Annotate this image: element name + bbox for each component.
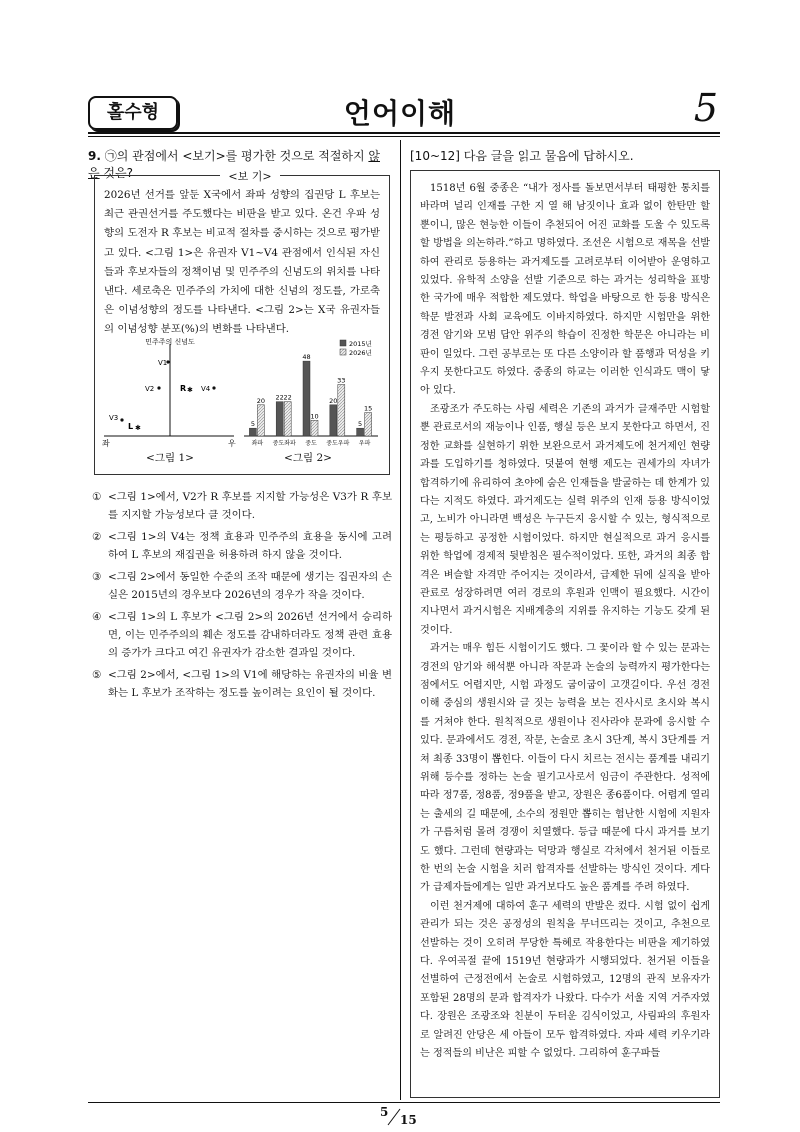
header-rule-thin: [88, 136, 720, 137]
choice-3[interactable]: [92, 568, 392, 604]
chart-bar: [284, 402, 291, 436]
chart-bar: [357, 428, 364, 436]
question-stem-post: 것은?: [99, 166, 133, 180]
choice-number: ⑤: [92, 669, 102, 681]
passage-paragraph-1: 1518년 6월 중종은 “내가 정사를 돌보면서부터 태평한 통치를 바라며 널리 인재를 구한 지 열 해 남짓이나 효과 없이 한탄만 할 뿐이니, 많은 현능한 이들이 추천되어 어진 교화를 도울 수 있도록 할 방법을 의논하라.”하고 명하였다. 조선은 시험으로 재목을 선발하여 관리로 등용하는 과거제도를 고려로부터 이어받아 운영하고 있었다. 유학적 소양을 선발 기준으로 하는 과거는 성리학을 표방한 국가에 매우 적합한 제도였다. 학업을 바탕으로 한 등용 방식은 학문 발전과 사회 교육에도 이바지하였다. 하지만 시험만을 위한 경전 암기와 모범 답안 위주의 학습이 진정한 학문은 아니라는 비판이 일었다. 그런 공부로는 또 다른 소양이라 할 품행과 덕성을 키우지 못한다고도 하였다. 중종의 하교는 이러한 인식과도 맥이 닿아 있다.: [420, 183, 710, 397]
choice-2[interactable]: [92, 528, 392, 564]
bogi-text: 2026년 선거를 앞둔 X국에서 좌파 성향의 집권당 L 후보는 최근 관권선거를 주도했다는 비판을 받고 있다. 온건 우파 성향의 도전자 R 후보는 비교적 절차를 중시하는 것으로 평가받고 있다. <그림 1>은 유권자 V1~V4 관점에서 인식된 자신들과 후보자들의 정책이념 및 민주주의 신념도의 위치를 나타낸다. 세로축은 민주주의 가치에 대한 신념의 정도를, 가로축은 이념성향의 정도를 나타낸다. <그림 2>는 X국 유권자들의 이념성향 분포(%)의 변화를 나타낸다.: [104, 189, 380, 336]
chart-bar: [330, 405, 337, 436]
choice-number: ①: [92, 491, 102, 503]
question-stem-pre: ㉠의 관점에서 <보기>를 평가한 것으로 적절하지: [104, 149, 369, 163]
figure-2-caption: <그림 2>: [284, 452, 332, 464]
figure-1: [100, 336, 238, 448]
chart-tick-label: 우파: [358, 440, 371, 447]
figure-1-point-l: ✱: [135, 424, 141, 432]
chart-legend-label: 2015년: [349, 340, 372, 348]
figure-1-x-left-label: 좌: [102, 439, 110, 448]
chart-data-label: 5: [358, 420, 363, 429]
figure-1-point-v2: [157, 386, 160, 389]
choice-text: <그림 1>에서, V2가 R 후보를 지지할 가능성은 V3가 R 후보를 지지할 가능성보다 클 것이다.: [108, 491, 392, 521]
figure-1-caption: <그림 1>: [146, 452, 194, 464]
chart-data-label: 22: [283, 393, 292, 402]
figure-1-point-r: ✱: [187, 386, 193, 394]
chart-bar: [257, 405, 264, 436]
figure-1-point-v4: [212, 386, 215, 389]
chart-data-label: 33: [337, 376, 346, 385]
footer-page: 5: [380, 1105, 389, 1119]
choice-text: <그림 2>에서, <그림 1>의 V1에 해당하는 유권자의 비율 변화는 L 후보가 조작하는 정도를 높이려는 요인이 될 것이다.: [108, 669, 392, 699]
figure-1-x-right-label: 우: [228, 439, 236, 448]
chart-bar: [249, 428, 256, 436]
choice-number: ④: [92, 611, 102, 623]
passage-text: [420, 180, 710, 1064]
exam-type-label: 홀수형: [88, 96, 178, 130]
passage-paragraph-4: 이런 천거제에 대하여 훈구 세력의 반발은 컸다. 시험 없이 쉽게 관리가 되는 것은 공정성의 원칙을 무너뜨리는 것이고, 추천으로 선발하는 것이 오히려 무당한 특혜로 작용한다는 비판을 제기하였다. 우여곡절 끝에 1519년 현량과가 시행되었다. 천거된 이들을 선별하여 근정전에서 논술로 시험하였고, 12명의 관직 보유자가 포함된 28명의 문과 합격자가 나왔다. 다수가 서울 지역 거주자였다. 장원은 조광조와 친분이 두터운 김식이었고, 사림파의 후원자로 알려진 안당은 세 아들이 모두 합격하였다. 자파 세력 키우기라는 정적들의 비난은 피할 수 없었다. 그리하여 훈구파들: [420, 900, 710, 1060]
chart-data-label: 5: [250, 420, 255, 429]
choice-4[interactable]: [92, 608, 392, 662]
figure-1-label-v3: V3: [109, 414, 119, 422]
subject-title: 언어이해: [343, 97, 457, 130]
choice-text: <그림 1>의 L 후보가 <그림 2>의 2026년 선거에서 승리하면, 이는 민주주의의 훼손 정도를 감내하더라도 정책 관련 효용의 증가가 크다고 여긴 유권자가 감소한 결과일 것이다.: [108, 611, 392, 659]
header-rule: [88, 132, 720, 134]
chart-tick-label: 좌파: [251, 440, 264, 447]
passage-directions: [10~12] 다음 글을 읽고 물음에 답하시오.: [410, 149, 634, 163]
choice-text: <그림 1>의 V4는 정책 효용과 민주주의 효용을 동시에 고려하여 L 후보의 재집권을 허용하려 하지 않을 것이다.: [108, 531, 392, 561]
chart-legend-swatch: [340, 340, 346, 346]
question-stem-underlined: 않은: [88, 149, 380, 180]
chart-data-label: 20: [329, 396, 338, 405]
chart-tick-label: 중도: [305, 440, 317, 447]
figure-1-label-v1: V1: [158, 359, 168, 367]
chart-bar: [311, 420, 318, 436]
chart-legend-label: 2026년: [349, 349, 372, 357]
choice-number: ②: [92, 531, 102, 543]
figure-1-label-v2: V2: [145, 385, 155, 393]
figure-1-y-label: 민주주의 신념도: [145, 338, 195, 346]
chart-tick-label: 중도좌파: [272, 440, 296, 447]
figure-2-chart: [240, 336, 382, 448]
footer-page-indicator: [372, 1105, 428, 1129]
chart-data-label: 48: [302, 353, 311, 362]
choice-number: ③: [92, 571, 102, 583]
chart-bar: [338, 385, 345, 436]
figure-1-label-r: R: [180, 384, 187, 393]
passage-paragraph-3: 과거는 매우 힘든 시험이기도 했다. 그 꽃이라 할 수 있는 문과는 경전의 암기와 해석뿐 아니라 작문과 논술의 능력까지 평가한다는 점에서도 어렵지만, 시험 과정도 굽이굽이 고갯길이다. 우선 경전 이해 중심의 생원시와 글 짓는 능력을 보는 진사시로 초시와 복시를 거쳐야 한다. 원칙적으로 생원이나 진사라야 문과에 응시할 수 있다. 문과에서도 경전, 작문, 논술로 초시 3단계, 복시 3단계를 거쳐 최종 33명이 뽑힌다. 이들이 다시 치르는 전시는 품계를 내리기 위해 등수를 정하는 논술 필기고사로서 임금이 주관한다. 성적에 따라 정7품, 정8품, 정9품을 받고, 장원은 종6품이다. 어렵게 열리는 출세의 길 때문에, 소수의 정원만 뽑히는 험난한 시험에 지원자가 구름처럼 몰려 경쟁이 치열했다. 등급 때문에 다시 과거를 보기도 했다. 그런데 현량과는 덕망과 행실로 각처에서 천거된 이들로 한 번의 논술 시험을 치러 합격자를 선발하는 방식인 것이다. 게다가 급제자들에게는 일반 과거보다도 높은 품계를 주려 하였다.: [420, 643, 710, 894]
figure-1-point-v3: [120, 418, 123, 421]
passage-paragraph-2: 조광조가 주도하는 사림 세력은 기존의 과거가 글재주만 시험할 뿐 관료로서의 재능이나 인품, 행실 등은 보지 못한다고 하면서, 진정한 교화를 실현하기 위한 보완으로서 과거제도에 천거제인 현량과를 도입하기를 청하였다. 덧붙여 현행 제도는 권세가의 자녀가 합격하기에 유리하여 초야에 숨은 인재들을 발굴하는 데 한계가 있다는 지적도 하였다. 과거제도는 실력 위주의 인재 등용 방식이었고, 노비가 아니라면 백성은 누구든지 응시할 수 있는, 형식적으로는 평등하고 공정한 시험이었다. 하지만 현실적으로 과거 응시를 위한 학업에 경제적 뒷받침은 필수적이었다. 또한, 과거의 최종 합격은 벼슬할 자격만 주어지는 것이라서, 급제한 뒤에 실직을 받아 관료로 성장하려면 여러 경로의 후원과 인맥이 필요했다. 시간이 지나면서 과거시험은 지배계층의 지위를 유지하는 기능도 갖게 된 것이다.: [420, 403, 710, 636]
chart-bar: [276, 402, 283, 436]
choice-5[interactable]: [92, 666, 392, 702]
footer-rule: [88, 1102, 720, 1103]
column-divider: [400, 140, 401, 1100]
chart-data-label: 15: [363, 404, 373, 413]
chart-bar: [365, 413, 372, 436]
answer-choices: [92, 488, 392, 706]
choice-1[interactable]: [92, 488, 392, 524]
footer-total: 15: [400, 1113, 417, 1127]
figure-1-label-v4: V4: [201, 385, 211, 393]
chart-data-label: 22: [275, 393, 284, 402]
chart-data-label: 20: [256, 396, 266, 405]
page-number: 5: [693, 86, 718, 130]
bogi-title: <보 기>: [220, 168, 280, 184]
chart-legend-swatch: [340, 349, 346, 355]
chart-bar: [303, 361, 310, 436]
chart-data-label: 10: [310, 412, 319, 421]
question-number: 9.: [88, 149, 101, 163]
figure-1-label-l: L: [128, 422, 134, 431]
chart-tick-label: 중도우파: [326, 440, 350, 447]
choice-text: <그림 2>에서 동일한 수준의 조작 때문에 생기는 집권자의 손실은 2015년의 경우보다 2026년의 경우가 작을 것이다.: [108, 571, 392, 601]
